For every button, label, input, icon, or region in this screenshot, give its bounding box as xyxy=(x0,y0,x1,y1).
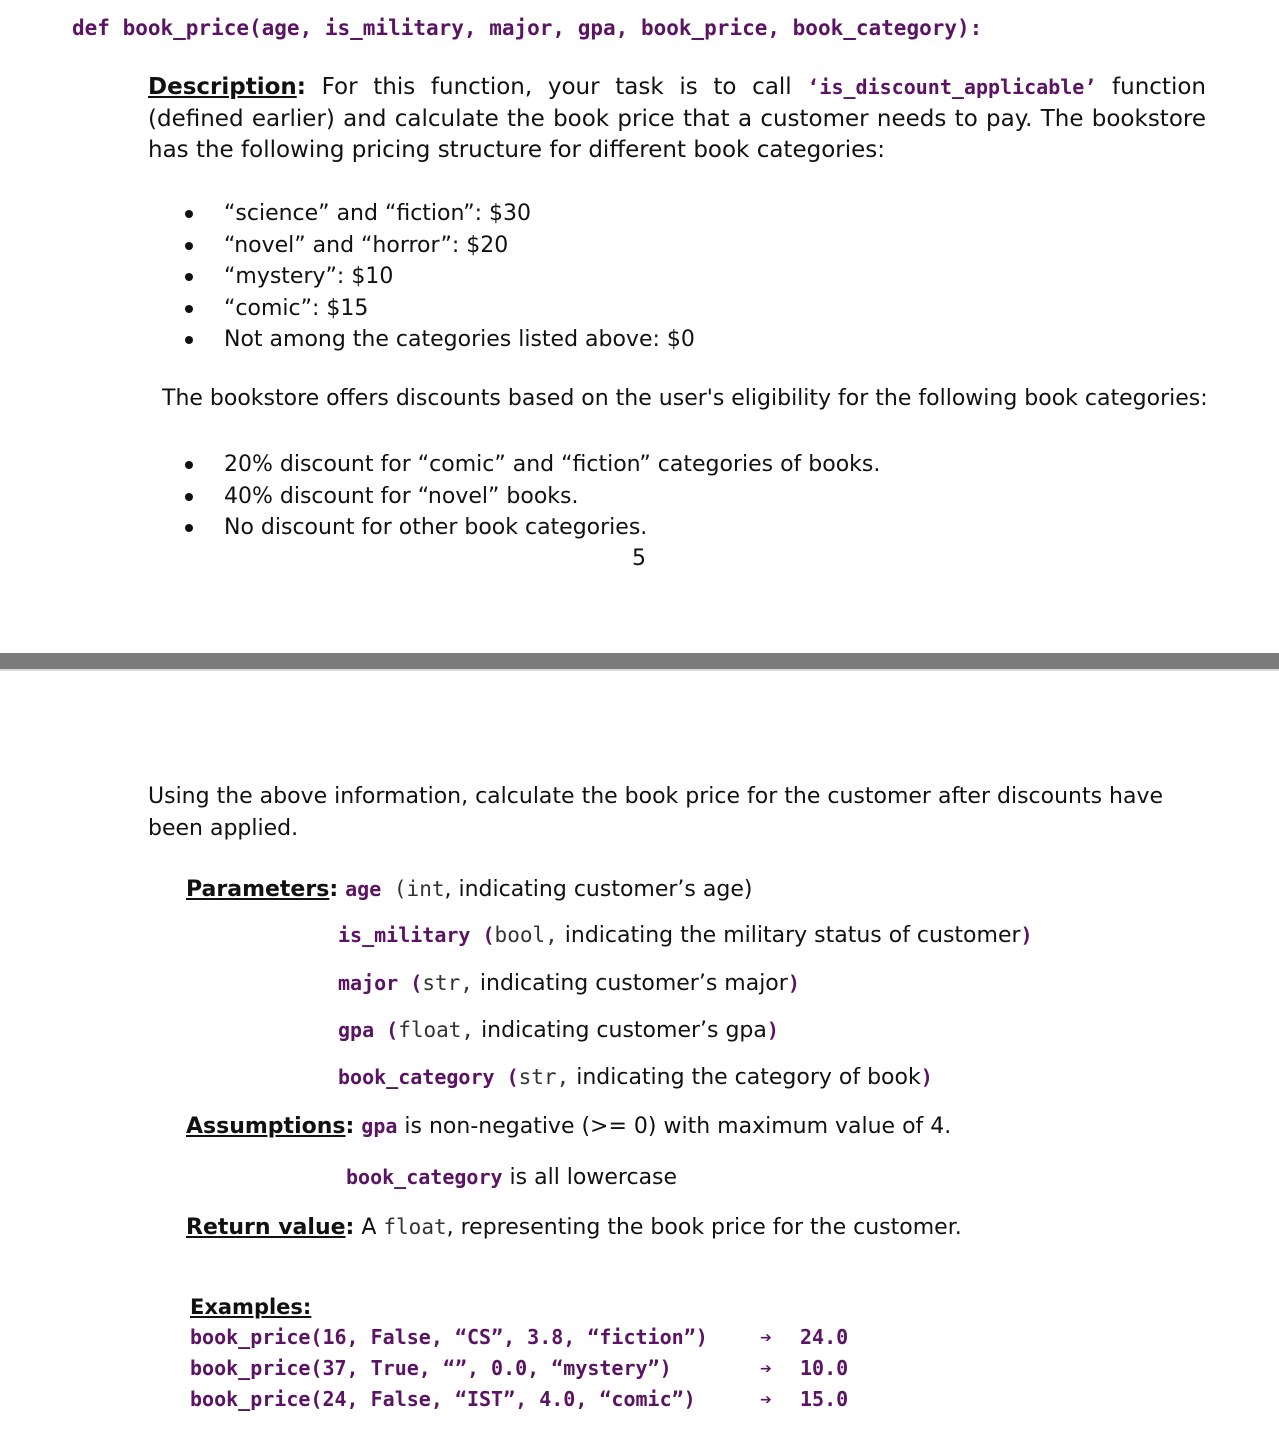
param-is-military xyxy=(338,923,1033,948)
bullet-icon xyxy=(185,336,193,344)
usage-paragraph: Using the above information, calculate the book price for the customer after discounts have been applied. xyxy=(148,784,1164,841)
param-gpa-desc: indicating customer’s gpa xyxy=(474,1018,767,1043)
param-book-category-desc: indicating the category of book xyxy=(569,1065,921,1090)
arrow-right-icon: ➔ xyxy=(760,1361,772,1377)
bullet-icon xyxy=(185,273,193,281)
bullet-icon xyxy=(185,242,193,250)
example-call: book_price(16, False, “CS”, 3.8, “fiction”) xyxy=(190,1325,708,1349)
discount-list-text: 20% discount for “comic” and “fiction” categories of books. xyxy=(224,452,881,477)
discount-list-text: No discount for other book categories. xyxy=(224,515,648,540)
assumption-book-category-text: is all lowercase xyxy=(502,1165,678,1190)
return-value-text: , representing the book price for the customer. xyxy=(446,1215,962,1240)
description-label: Description xyxy=(148,74,297,100)
price-list-text: Not among the categories listed above: $0 xyxy=(224,327,695,352)
bullet-icon xyxy=(185,210,193,218)
description-text-after: function (defined earlier) and calculate the book price that a customer needs to pay. The bookstore has the following pricing structure for different book categories: xyxy=(148,74,1206,163)
price-list-item xyxy=(180,198,695,230)
discount-list-text: 40% discount for “novel” books. xyxy=(224,483,579,509)
param-major-open: ( xyxy=(398,971,423,995)
param-major-name: major xyxy=(338,971,399,995)
param-gpa-close: ) xyxy=(766,1018,779,1042)
assumption-gpa-name: gpa xyxy=(361,1114,398,1138)
price-list-item xyxy=(180,324,695,356)
parameters-label: Parameters xyxy=(186,877,330,902)
param-major xyxy=(338,971,800,996)
example-result: 15.0 xyxy=(800,1387,849,1411)
example-result: 24.0 xyxy=(800,1325,849,1349)
bullet-icon xyxy=(185,524,193,532)
param-gpa-type: float, xyxy=(398,1018,475,1042)
price-list-text: “novel” and “horror”: $20 xyxy=(224,232,509,258)
param-book-category-open: ( xyxy=(494,1065,519,1089)
discount-list-item xyxy=(180,481,880,513)
return-value-type: float xyxy=(383,1215,447,1239)
param-is-military-desc: indicating the military status of customer xyxy=(557,923,1021,948)
description-text-before: For this function, your task is to call xyxy=(305,74,808,100)
param-gpa xyxy=(338,1018,779,1043)
page-divider xyxy=(0,653,1279,671)
discount-list xyxy=(180,449,880,544)
example-result: 10.0 xyxy=(800,1356,849,1380)
param-is-military-type: bool, xyxy=(494,923,558,947)
param-age-type: int xyxy=(406,877,445,901)
assumption-book-category-name: book_category xyxy=(346,1165,503,1189)
page-number: 5 xyxy=(632,546,646,571)
assumption-book-category xyxy=(346,1165,677,1190)
param-is-military-name: is_military xyxy=(338,923,471,947)
discount-intro: The bookstore offers discounts based on the user's eligibility for the following book categories: xyxy=(162,386,1208,411)
return-value-label: Return value xyxy=(186,1215,346,1240)
param-is-military-open: ( xyxy=(470,923,495,947)
return-value-colon: : xyxy=(345,1215,355,1240)
param-major-desc: indicating customer’s major xyxy=(472,971,788,996)
assumptions-row xyxy=(186,1114,951,1139)
example-call: book_price(37, True, “”, 0.0, “mystery”) xyxy=(190,1356,672,1380)
param-book-category-name: book_category xyxy=(338,1065,495,1089)
description-colon: : xyxy=(296,74,306,100)
description-function-name: ‘is_discount_applicable’ xyxy=(807,75,1097,99)
example-call: book_price(24, False, “IST”, 4.0, “comic”) xyxy=(190,1387,696,1411)
price-list-item xyxy=(180,230,695,262)
param-age-desc: , indicating customer’s age) xyxy=(444,877,753,902)
param-major-close: ) xyxy=(787,971,800,995)
function-signature: def book_price(age, is_military, major, gpa, book_price, book_category): xyxy=(72,16,983,40)
examples-heading: Examples: xyxy=(190,1295,312,1319)
assumptions-colon: : xyxy=(345,1114,355,1139)
description-paragraph xyxy=(148,72,1206,167)
param-is-military-close: ) xyxy=(1020,923,1033,947)
arrow-right-icon: ➔ xyxy=(760,1330,772,1346)
discount-list-item xyxy=(180,449,880,481)
discount-list-item xyxy=(180,512,880,544)
param-major-type: str, xyxy=(422,971,473,995)
price-list xyxy=(180,198,695,356)
param-book-category-close: ) xyxy=(920,1065,933,1089)
arrow-right-icon: ➔ xyxy=(760,1392,772,1408)
parameters-colon: : xyxy=(329,877,339,902)
param-gpa-name: gpa xyxy=(338,1018,375,1042)
price-list-item xyxy=(180,293,695,325)
return-value-row xyxy=(186,1215,962,1240)
price-list-item xyxy=(180,261,695,293)
param-age-name: age xyxy=(345,877,382,901)
param-gpa-open: ( xyxy=(374,1018,399,1042)
return-value-prefix: A xyxy=(354,1215,384,1240)
param-age-open: ( xyxy=(381,877,407,901)
price-list-text: “comic”: $15 xyxy=(224,295,369,321)
assumption-gpa-text: is non-negative (>= 0) with maximum value of 4. xyxy=(397,1114,952,1139)
bullet-icon xyxy=(185,493,193,501)
parameters-row xyxy=(186,877,752,902)
param-book-category xyxy=(338,1065,933,1090)
bullet-icon xyxy=(185,461,193,469)
price-list-text: “science” and “fiction”: $30 xyxy=(224,201,532,226)
param-book-category-type: str, xyxy=(518,1065,570,1089)
price-list-text: “mystery”: $10 xyxy=(224,264,394,289)
bullet-icon xyxy=(185,305,193,313)
assumptions-label: Assumptions xyxy=(186,1114,346,1139)
